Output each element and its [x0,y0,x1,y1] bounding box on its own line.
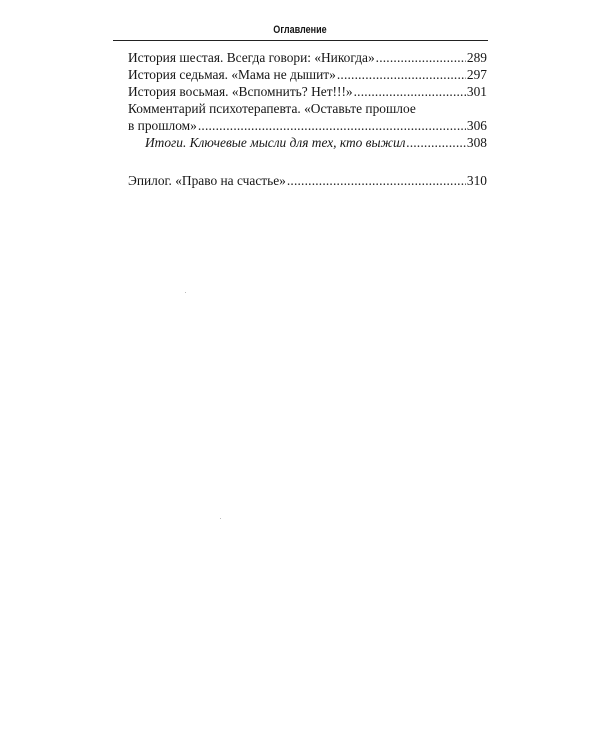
toc-entry-title: Эпилог. «Право на счастье» [128,173,286,188]
toc-leader-dots [287,172,466,189]
toc-entry-page: 301 [466,84,487,99]
toc-entry-title: История шестая. Всегда говори: «Никогда» [128,50,375,65]
toc-leader-dots [337,66,466,83]
toc-entry [128,117,487,134]
toc-leader-dots [354,83,466,100]
toc-entry-page: 306 [466,118,487,133]
toc-entry-multiline[interactable] [128,100,487,134]
running-header: Оглавление [273,24,327,36]
toc-entry[interactable] [128,66,487,83]
toc-entry-subsection[interactable] [128,134,487,151]
toc-entry-title: История седьмая. «Мама не дышит» [128,67,336,82]
toc-entry[interactable] [128,172,487,189]
table-of-contents [128,49,487,189]
toc-entry[interactable] [128,83,487,100]
toc-entry-page: 308 [466,135,487,150]
scan-speck [185,292,186,293]
toc-entry-page: 297 [466,67,487,82]
toc-leader-dots [407,134,466,151]
toc-leader-dots [376,49,466,66]
toc-entry-page: 310 [466,173,487,188]
section-spacer [128,151,487,172]
header-rule [113,40,488,41]
toc-entry[interactable] [128,49,487,66]
toc-entry-page: 289 [466,50,487,65]
scan-speck [220,518,221,519]
toc-entry-title: Итоги. Ключевые мысли для тех, кто выжил [145,135,406,150]
toc-entry-title: История восьмая. «Вспомнить? Нет!!!» [128,84,353,99]
toc-entry-title: в прошлом» [128,118,197,133]
toc-entry-title-line1: Комментарий психотерапевта. «Оставьте прошлое [128,101,416,116]
toc-leader-dots [198,117,466,134]
